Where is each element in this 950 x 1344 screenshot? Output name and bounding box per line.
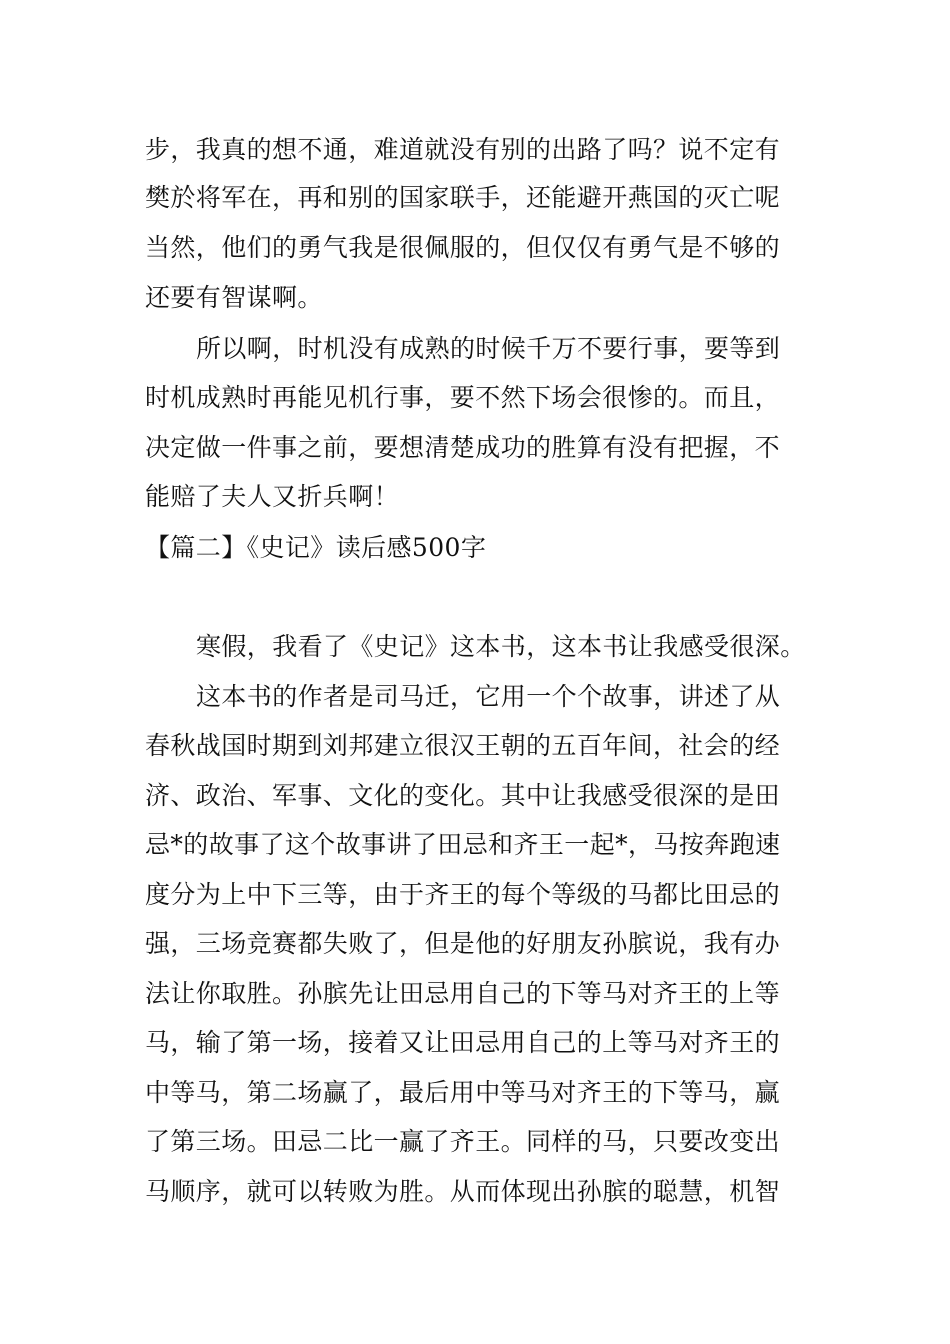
text-line: 马顺序，就可以转败为胜。从而体现出孙膑的聪慧，机智 [145,1177,781,1206]
text-line: 这本书的作者是司马迁，它用一个个故事，讲述了从 [196,682,781,711]
text-line: 济、政治、军事、文化的变化。其中让我感受很深的是田 [145,781,781,810]
text-line: 度分为上中下三等，由于齐王的每个等级的马都比田忌的 [145,880,781,909]
text-line: 当然，他们的勇气我是很佩服的，但仅仅有勇气是不够的 [145,233,781,262]
text-line: 樊於将军在，再和别的国家联手，还能避开燕国的灭亡呢 [145,183,781,212]
text-line: 强，三场竞赛都失败了，但是他的好朋友孙膑说，我有办 [145,929,781,958]
intro-paragraph: 寒假，我看了《史记》这本书，这本书让我感受很深。 [196,632,806,661]
text-line: 法让你取胜。孙膑先让田忌用自己的下等马对齐王的上等 [145,979,781,1008]
text-line: 能赔了夫人又折兵啊！ [145,482,400,511]
text-line: 了第三场。田忌二比一赢了齐王。同样的马，只要改变出 [145,1127,781,1156]
text-line: 决定做一件事之前，要想清楚成功的胜算有没有把握，不 [145,433,781,462]
text-line: 时机成熟时再能见机行事，要不然下场会很惨的。而且， [145,383,781,412]
text-line: 春秋战国时期到刘邦建立很汉王朝的五百年间，社会的经 [145,731,781,760]
section-heading: 【篇二】《史记》读后感500字 [145,533,487,562]
text-line: 中等马，第二场赢了，最后用中等马对齐王的下等马，赢 [145,1078,781,1107]
text-line: 还要有智谋啊。 [145,283,323,312]
text-line: 马，输了第一场，接着又让田忌用自己的上等马对齐王的 [145,1028,781,1057]
text-line: 忌*的故事了这个故事讲了田忌和齐王一起*，马按奔跑速 [145,830,781,859]
text-line: 步，我真的想不通，难道就没有别的出路了吗？说不定有 [145,135,781,164]
text-line: 所以啊，时机没有成熟的时候千万不要行事，要等到 [196,334,781,363]
